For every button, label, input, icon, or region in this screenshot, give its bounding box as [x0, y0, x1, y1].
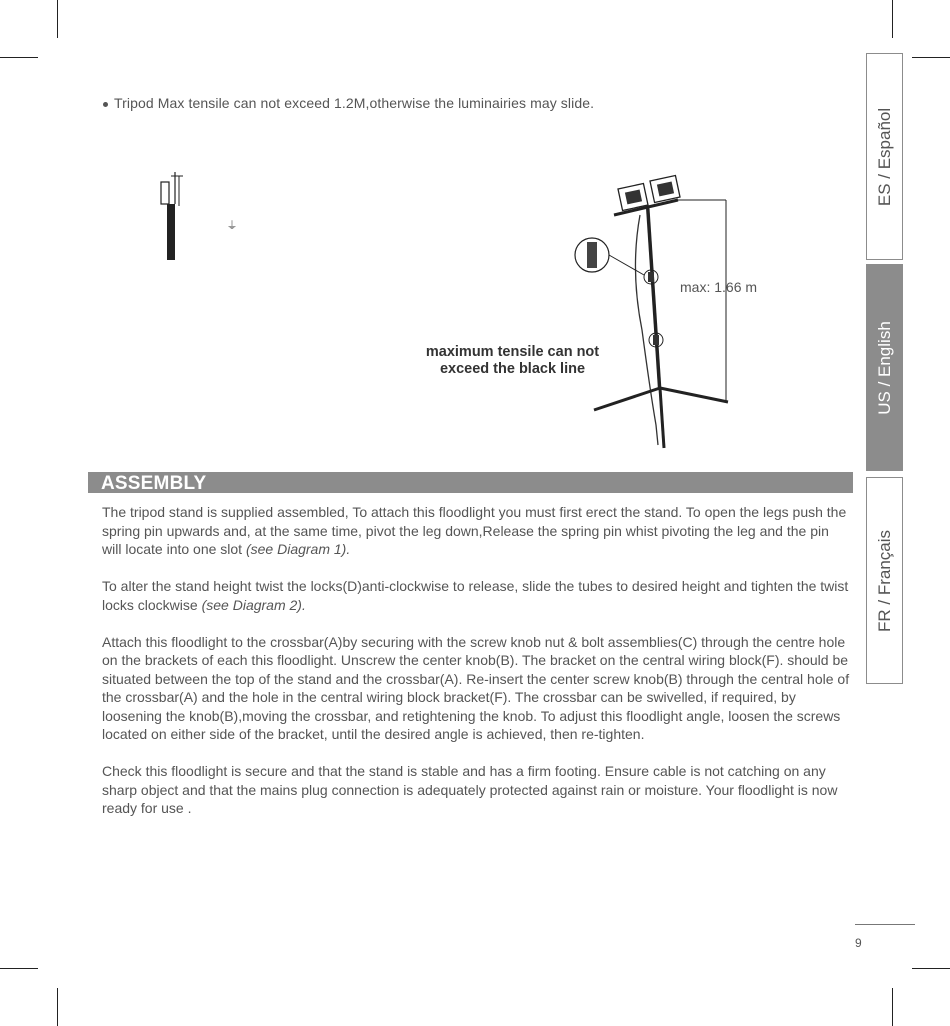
page-number: 9: [855, 936, 862, 950]
tab-label: FR / Français: [874, 529, 894, 632]
tab-label: US / English: [874, 320, 894, 415]
tensile-note: [103, 95, 803, 111]
paragraph-attach-floodlight: [102, 633, 852, 744]
ground-symbol: ⏚: [226, 219, 238, 232]
callout-line-1: maximum tensile can not: [425, 344, 600, 360]
tab-fr-francais[interactable]: [866, 477, 903, 684]
max-height-label: max: 1.66 m: [680, 279, 758, 295]
tensile-callout: [400, 344, 625, 378]
assembly-instructions: [102, 503, 852, 836]
paragraph-text: Attach this floodlight to the crossbar(A)by securing with the screw knob nut & bolt assemblies(C) through the centre hole on the brackets of each this floodlight. Unscrew the center knob(B). The bracket on the central wiring block(F). should be situated between the top of the stand and the crossbar(A). Re-insert the center screw knob(B) through the central hole of the crossbar(A) and the hole in the central wiring block bracket(F). The crossbar can be swivelled, if required, by loosening the knob(B),moving the crossbar, and retightening the knob. To adjust this floodlight angle, loosen the screws located on either side of the bracket, until the desired angle is achieved, then re-tighten.: [102, 633, 850, 742]
section-title: ASSEMBLY: [101, 473, 207, 494]
crop-mark: [0, 57, 38, 58]
tab-es-espanol[interactable]: [866, 53, 903, 260]
diagram-reference: (see Diagram 1).: [245, 541, 351, 557]
crop-mark: [892, 0, 893, 38]
callout-line-2: exceed the black line: [439, 361, 586, 377]
crop-mark: [912, 57, 950, 58]
crop-mark: [57, 0, 58, 38]
tab-label: ES / Español: [874, 107, 894, 206]
crop-mark: [912, 968, 950, 969]
bullet-dot: [103, 102, 108, 107]
tripod-floodlight-diagram: [560, 160, 780, 460]
paragraph-text: Check this floodlight is secure and that the stand is stable and has a firm footing. Ensure cable is not catching on any sharp object and that the mains plug connection is adequately protected against rain or moisture. Your floodlight is now ready for use .: [102, 763, 838, 816]
paragraph-stand-height: [102, 577, 852, 614]
paragraph-erect-stand: [102, 503, 852, 559]
cable-plug-diagram: [155, 170, 255, 270]
crop-mark: [57, 988, 58, 1026]
floodlight-head-left: [618, 184, 648, 211]
tab-us-english[interactable]: [866, 264, 903, 471]
paragraph-text: To alter the stand height twist the locks(D)anti-clockwise to release, slide the tubes to desired height and tighten the twist locks clockwise: [102, 578, 849, 613]
page-number-rule: [855, 924, 915, 925]
floodlight-head-right: [650, 176, 680, 203]
diagram-reference: (see Diagram 2).: [201, 596, 306, 613]
crop-mark: [892, 988, 893, 1026]
paragraph-text: The tripod stand is supplied assembled, To attach this floodlight you must first erect the stand. To open the legs push the spring pin upwards and, at the same time, pivot the leg down,Release the spring pin whist pivoting the leg and the pin will locate into one slot: [102, 504, 847, 557]
tensile-note-text: Tripod Max tensile can not exceed 1.2M,otherwise the luminairies may slide.: [114, 95, 595, 111]
assembly-section-header: [88, 472, 853, 493]
crop-mark: [0, 968, 38, 969]
paragraph-final-check: [102, 762, 852, 818]
